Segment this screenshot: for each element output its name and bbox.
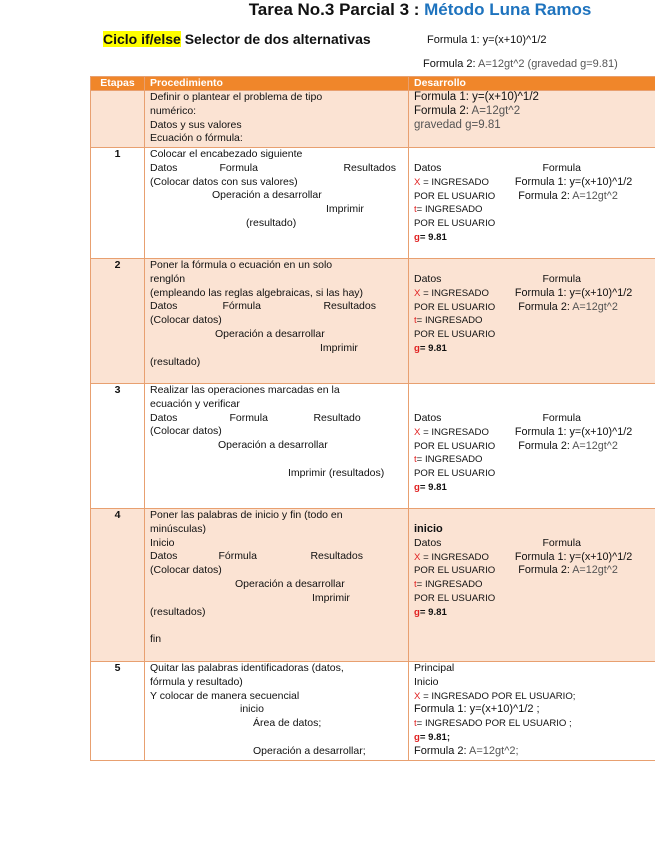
desarrollo-cell: Formula 1: y=(x+10)^1/2 Formula 2: A=12gt^2 gravedad g=9.81 <box>409 91 655 148</box>
page-title <box>0 0 655 20</box>
desarrollo-cell: Datos Formula X = INGRESADO Formula 1: y=(x+10)^1/2 POR EL USUARIO Formula 2: A=12gt^2 t= INGRESADO POR EL USUARIO g= 9.81 <box>409 384 655 509</box>
header-desarrollo: Desarrollo <box>409 77 655 91</box>
subtitle-highlight: Ciclo if/else <box>103 31 181 47</box>
table-header-row <box>91 77 655 91</box>
procedimiento-cell: Poner las palabras de inicio y fin (todo en minúsculas) Inicio Datos Fórmula Resultados (Colocar datos) Operación a desarrollar Imprimir (resultados) fin <box>145 509 409 662</box>
procedimiento-cell: Definir o plantear el problema de tipo numérico: Datos y sus valores Ecuación o fórmula: <box>145 91 409 148</box>
section-subtitle <box>103 31 371 47</box>
table-row <box>91 91 655 148</box>
top-formula-1: Formula 1: y=(x+10)^1/2 <box>427 34 547 46</box>
desarrollo-cell: Principal Inicio X = INGRESADO POR EL USUARIO; Formula 1: y=(x+10)^1/2 ; t= INGRESADO POR EL USUARIO ; g= 9.81; Formula 2: A=12gt^2; <box>409 662 655 761</box>
desarrollo-cell: Datos Formula X = INGRESADO Formula 1: y=(x+10)^1/2 POR EL USUARIO Formula 2: A=12gt^2 t= INGRESADO POR EL USUARIO g= 9.81 <box>409 148 655 259</box>
etapa-cell: 1 <box>91 148 145 259</box>
table-row <box>91 384 655 509</box>
etapa-cell: 3 <box>91 384 145 509</box>
table-row <box>91 259 655 384</box>
desarrollo-cell: Datos Formula X = INGRESADO Formula 1: y=(x+10)^1/2 POR EL USUARIO Formula 2: A=12gt^2 t= INGRESADO POR EL USUARIO g= 9.81 <box>409 259 655 384</box>
subtitle-rest: Selector de dos alternativas <box>180 31 371 47</box>
etapa-cell: 5 <box>91 662 145 761</box>
etapa-cell: 4 <box>91 509 145 662</box>
procedimiento-cell: Quitar las palabras identificadoras (datos, fórmula y resultado) Y colocar de manera secuencial inicio Área de datos; Operación a desarrollar; <box>145 662 409 761</box>
title-main: Tarea No.3 Parcial 3 : <box>248 0 420 19</box>
table-row <box>91 662 655 761</box>
table-row <box>91 148 655 259</box>
etapa-cell: 2 <box>91 259 145 384</box>
title-method: Método Luna Ramos <box>424 0 592 19</box>
top-formula-2: Formula 2: A=12gt^2 (gravedad g=9.81) <box>423 58 618 70</box>
header-etapas: Etapas <box>91 77 145 91</box>
stages-table <box>90 76 655 761</box>
desarrollo-cell: inicio Datos Formula X = INGRESADO Formula 1: y=(x+10)^1/2 POR EL USUARIO Formula 2: A=12gt^2 t= INGRESADO POR EL USUARIO g= 9.81 <box>409 509 655 662</box>
procedimiento-cell: Realizar las operaciones marcadas en la ecuación y verificar Datos Formula Resultado (Colocar datos) Operación a desarrollar Imprimir (resultados) <box>145 384 409 509</box>
procedimiento-cell: Poner la fórmula o ecuación en un solo renglón (empleando las reglas algebraicas, si las hay) Datos Fórmula Resultados (Colocar datos) Operación a desarrollar Imprimir (resultado) <box>145 259 409 384</box>
etapa-cell <box>91 91 145 148</box>
header-procedimiento: Procedimiento <box>145 77 409 91</box>
table-row <box>91 509 655 662</box>
procedimiento-cell: Colocar el encabezado siguiente Datos Formula Resultados (Colocar datos con sus valores) Operación a desarrollar Imprimir (resultado) <box>145 148 409 259</box>
